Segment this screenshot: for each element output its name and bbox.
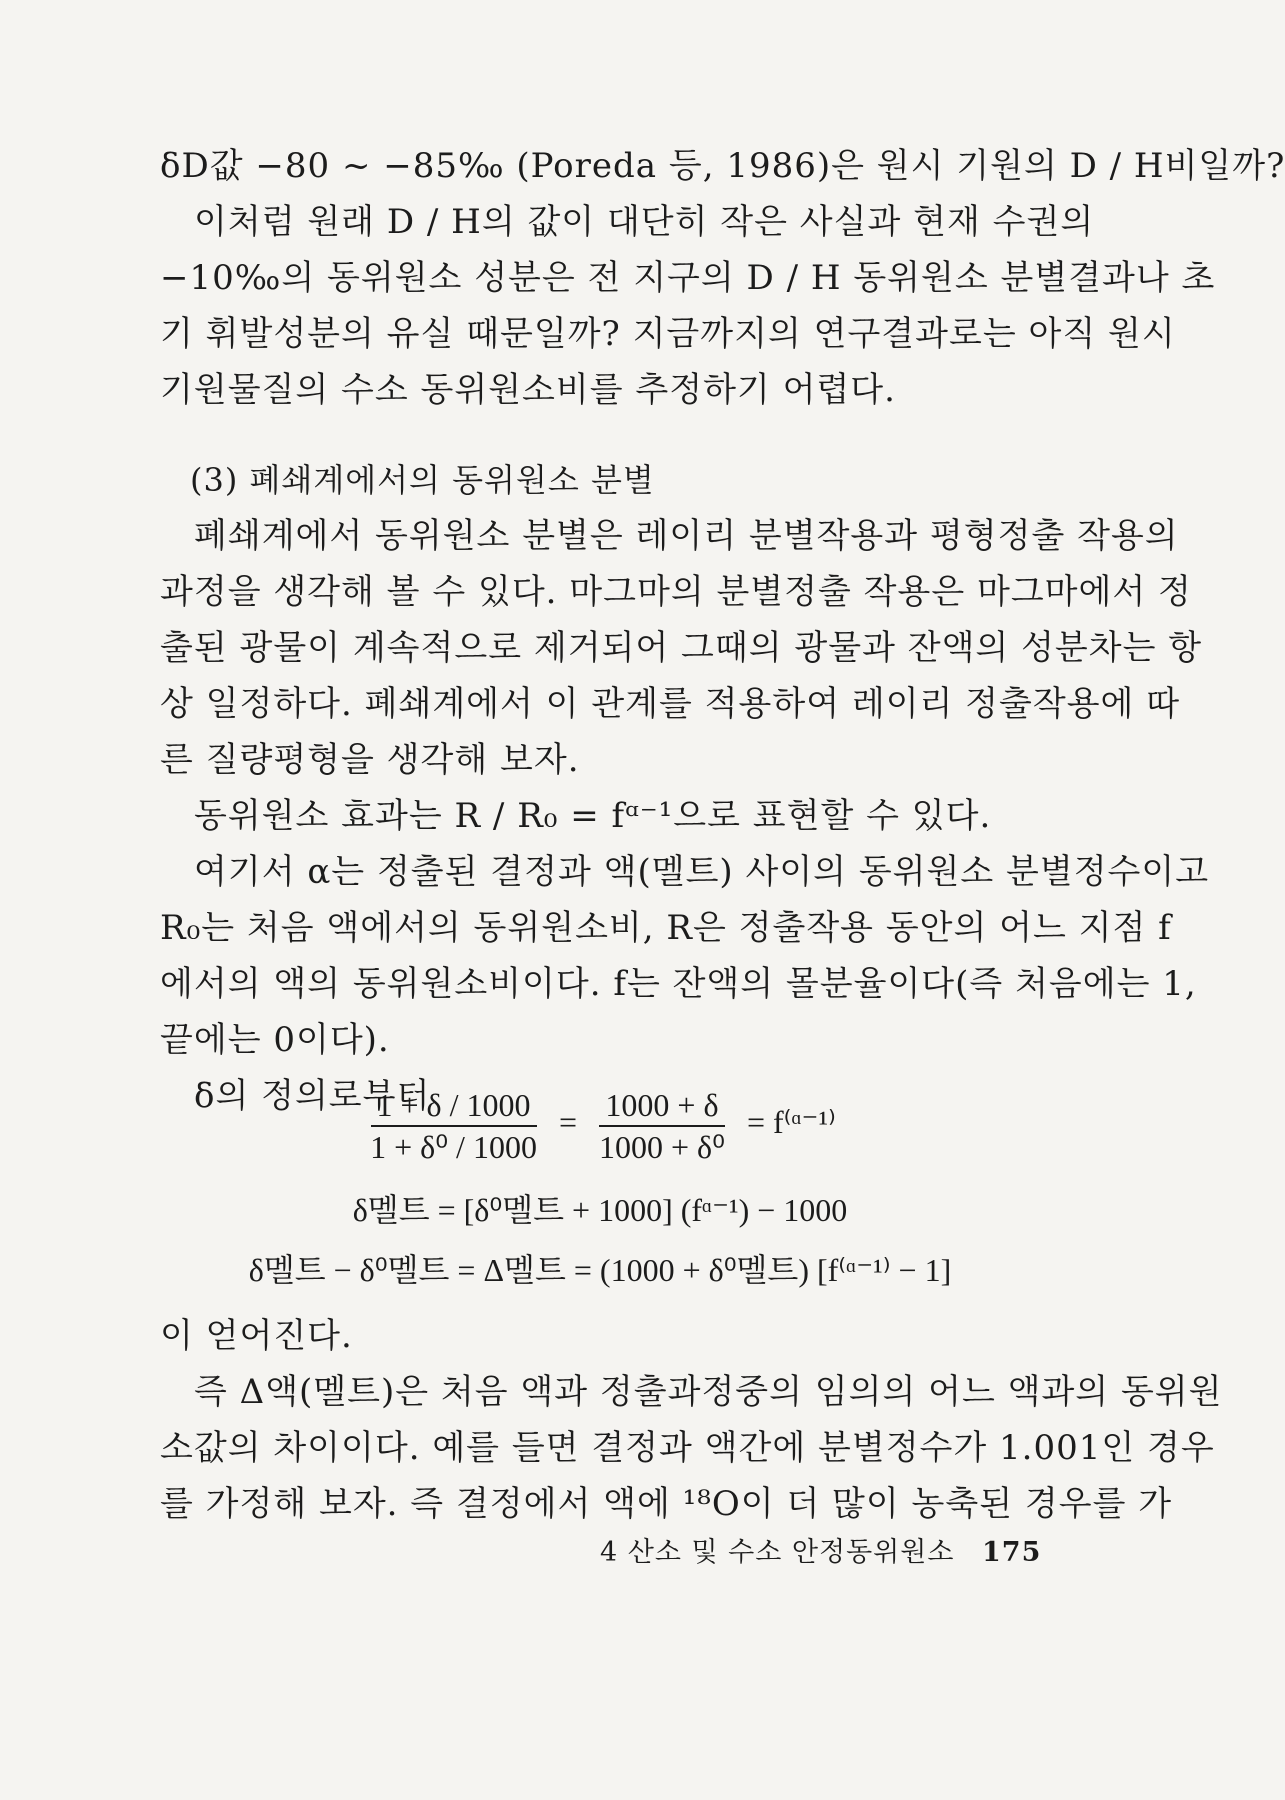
paragraph-1 bbox=[160, 138, 1285, 418]
paragraph-2 bbox=[160, 508, 1210, 1124]
equals-sign: = bbox=[558, 1104, 577, 1141]
text-line: 이처럼 원래 D / H의 값이 대단히 작은 사실과 현재 수권의 bbox=[194, 202, 1095, 242]
text-line: δD값 −80 ~ −85‰ (Poreda 등, 1986)은 원시 기원의 D / H비일까? bbox=[160, 146, 1285, 186]
text-line: 과정을 생각해 볼 수 있다. 마그마의 분별정출 작용은 마그마에서 정 bbox=[160, 572, 1192, 612]
fraction-numerator: 1 + δ / 1000 bbox=[371, 1085, 537, 1127]
text-line: 기원물질의 수소 동위원소비를 추정하기 어렵다. bbox=[160, 370, 896, 410]
text-line: 기 휘발성분의 유실 때문일까? 지금까지의 연구결과로는 아직 원시 bbox=[160, 314, 1176, 354]
text-line: 즉 Δ액(멜트)은 처음 액과 정출과정중의 임의의 어느 액과의 동위원 bbox=[194, 1372, 1223, 1412]
text-line: 폐쇄계에서 동위원소 분별은 레이리 분별작용과 평형정출 작용의 bbox=[194, 516, 1179, 556]
text-line: 출된 광물이 계속적으로 제거되어 그때의 광물과 잔액의 성분차는 항 bbox=[160, 628, 1203, 668]
fraction-numerator: 1000 + δ bbox=[599, 1085, 724, 1127]
page-number: 175 bbox=[982, 1537, 1042, 1568]
chapter-title: 4 산소 및 수소 안정동위원소 bbox=[600, 1537, 955, 1568]
text-line: 이 얻어진다. bbox=[160, 1316, 353, 1356]
text-line: 끝에는 0이다). bbox=[160, 1020, 390, 1060]
equation-3: δ멜트 − δ⁰멜트 = Δ멜트 = (1000 + δ⁰멜트) [f⁽ᵅ⁻¹⁾ − 1] bbox=[248, 1252, 952, 1288]
text-line: 에서의 액의 동위원소비이다. f는 잔액의 몰분율이다(즉 처음에는 1, bbox=[160, 964, 1197, 1004]
text-line: R₀는 처음 액에서의 동위원소비, R은 정출작용 동안의 어느 지점 f bbox=[160, 908, 1172, 948]
text-line: 른 질량평형을 생각해 보자. bbox=[160, 740, 580, 780]
fraction-denominator: 1 + δ⁰ / 1000 bbox=[370, 1129, 537, 1165]
section-heading: (3) 폐쇄계에서의 동위원소 분별 bbox=[190, 461, 655, 499]
text-line: 를 가정해 보자. 즉 결정에서 액에 ¹⁸O이 더 많이 농축된 경우를 가 bbox=[160, 1484, 1173, 1524]
text-line: −10‰의 동위원소 성분은 전 지구의 D / H 동위원소 분별결과나 초 bbox=[160, 258, 1216, 298]
fraction-denominator: 1000 + δ⁰ bbox=[598, 1129, 725, 1165]
page-footer bbox=[600, 1530, 1041, 1569]
text-line: 상 일정하다. 폐쇄계에서 이 관계를 적용하여 레이리 정출작용에 따 bbox=[160, 684, 1181, 724]
text-line: 동위원소 효과는 R / R₀ = fᵅ⁻¹으로 표현할 수 있다. bbox=[194, 796, 992, 836]
text-line: 소값의 차이이다. 예를 들면 결정과 액간에 분별정수가 1.001인 경우 bbox=[160, 1428, 1215, 1468]
text-line: 여기서 α는 정출된 결정과 액(멜트) 사이의 동위원소 분별정수이고 bbox=[194, 852, 1210, 892]
paragraph-3 bbox=[160, 1308, 1223, 1532]
equation-rhs: = f⁽ᵅ⁻¹⁾ bbox=[746, 1104, 836, 1141]
fraction-mid bbox=[593, 1085, 731, 1167]
equation-1 bbox=[0, 1085, 1200, 1167]
equation-2: δ멜트 = [δ⁰멜트 + 1000] (fᵅ⁻¹) − 1000 bbox=[352, 1192, 848, 1228]
text-line: δ의 정의로부터 bbox=[194, 1076, 431, 1116]
fraction-lhs bbox=[364, 1085, 543, 1167]
